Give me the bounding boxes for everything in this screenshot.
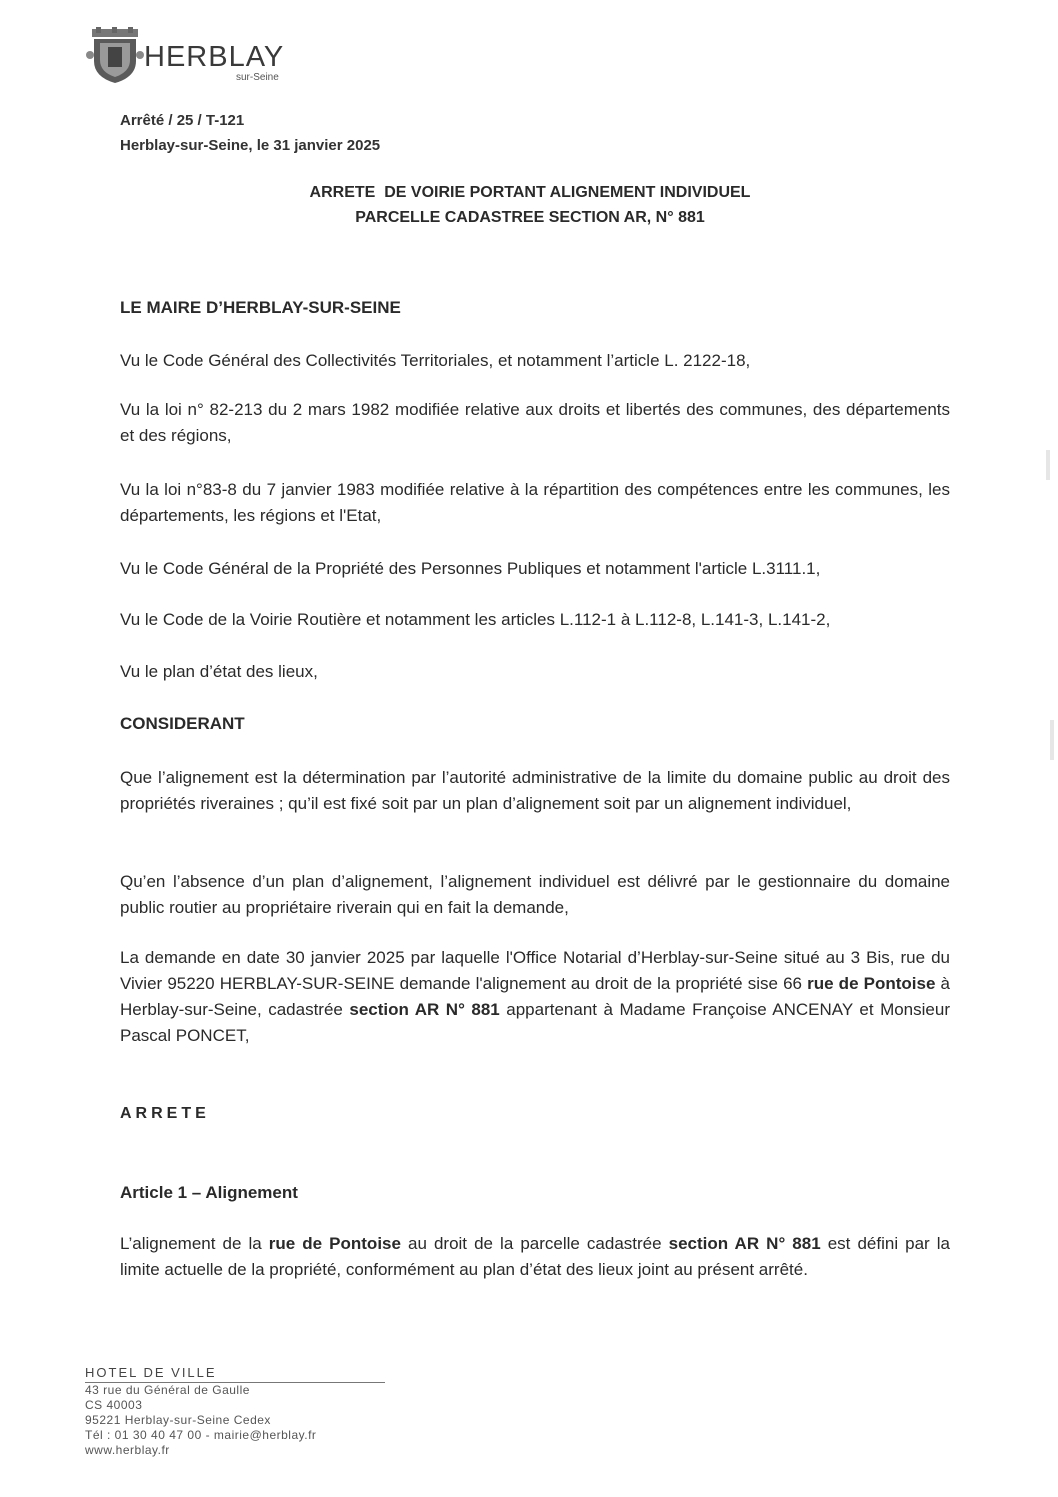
scan-edge-mark	[1046, 450, 1050, 480]
arrete-reference: Arrêté / 25 / T-121	[120, 112, 245, 129]
footer-city: 95221 Herblay-sur-Seine Cedex	[85, 1413, 271, 1427]
visa-2: Vu la loi n° 82-213 du 2 mars 1982 modifiée relative aux droits et libertés des communes, des départements et des régions,	[120, 400, 950, 445]
logo-subtitle: sur-Seine	[236, 72, 279, 83]
parcel-reference: section AR N° 881	[349, 1000, 500, 1019]
logo-wordmark: HERBLAY	[144, 41, 285, 73]
place-date: Herblay-sur-Seine, le 31 janvier 2025	[120, 137, 381, 154]
considerant-paragraph-3: La demande en date 30 janvier 2025 par laquelle l'Office Notarial d’Herblay-sur-Seine situé au 3 Bis, rue du Vivier 95220 HERBLAY-SUR-SEINE demande l'alignement au droit de la propriété sise 66 rue de Pontoise à Herblay-sur-Seine, cadastrée section AR N° 881 appartenant à Madame Françoise ANCENAY et Monsieur Pascal PONCET,	[120, 948, 951, 1045]
article-1-text: L’alignement de la rue de Pontoise au droit de la parcelle cadastrée section AR N° 881 est défini par la limite actuelle de la propriété, conformément au plan d’état des lieux joint au présent arrêté.	[120, 1234, 950, 1279]
footer-website: www.herblay.fr	[85, 1443, 170, 1457]
document-title	[120, 180, 940, 230]
coat-of-arms-icon	[86, 27, 144, 85]
visa-6: Vu le plan d’état des lieux,	[120, 662, 318, 681]
footer-address	[85, 1365, 395, 1458]
visa-1: Vu le Code Général des Collectivités Territoriales, et notamment l’article L. 2122-18,	[120, 351, 751, 370]
article-street-name: rue de Pontoise	[268, 1234, 401, 1253]
footer-street: 43 rue du Général de Gaulle	[85, 1383, 250, 1397]
title-line-2: PARCELLE CADASTREE SECTION AR, N° 881	[355, 209, 705, 226]
visa-5: Vu le Code de la Voirie Routière et notamment les articles L.112-1 à L.112-8, L.141-3, L.141-2,	[120, 610, 831, 629]
herblay-logo	[86, 27, 316, 87]
scan-edge-mark	[1050, 720, 1054, 760]
visa-4: Vu le Code Général de la Propriété des Personnes Publiques et notamment l'article L.3111.1,	[120, 559, 821, 578]
street-name: rue de Pontoise	[807, 974, 936, 993]
footer-contact: Tél : 01 30 40 47 00 - mairie@herblay.fr	[85, 1428, 317, 1442]
title-line-1: ARRETE DE VOIRIE PORTANT ALIGNEMENT INDIVIDUEL	[309, 184, 751, 201]
considerant-paragraph-1: Que l’alignement est la détermination par l’autorité administrative de la limite du domaine public au droit des propriétés riveraines ; qu’il est fixé soit par un plan d’alignement soit par un alignement individuel,	[120, 768, 950, 813]
mayor-heading: LE MAIRE D’HERBLAY-SUR-SEINE	[120, 298, 401, 317]
arrete-heading: ARRETE	[120, 1105, 210, 1122]
reference-block	[120, 108, 380, 158]
visa-3: Vu la loi n°83-8 du 7 janvier 1983 modifiée relative à la répartition des compétences entre les communes, les départements, les régions et l'Etat,	[120, 480, 950, 525]
footer-title: HOTEL DE VILLE	[85, 1365, 385, 1383]
considerant-heading: CONSIDERANT	[120, 714, 245, 733]
footer-cs: CS 40003	[85, 1398, 143, 1412]
article-parcel-reference: section AR N° 881	[668, 1234, 821, 1253]
article-1-heading: Article 1 – Alignement	[120, 1183, 298, 1202]
considerant-paragraph-2: Qu’en l’absence d’un plan d’alignement, l’alignement individuel est délivré par le gestionnaire du domaine public routier au propriétaire riverain qui en fait la demande,	[120, 872, 950, 917]
